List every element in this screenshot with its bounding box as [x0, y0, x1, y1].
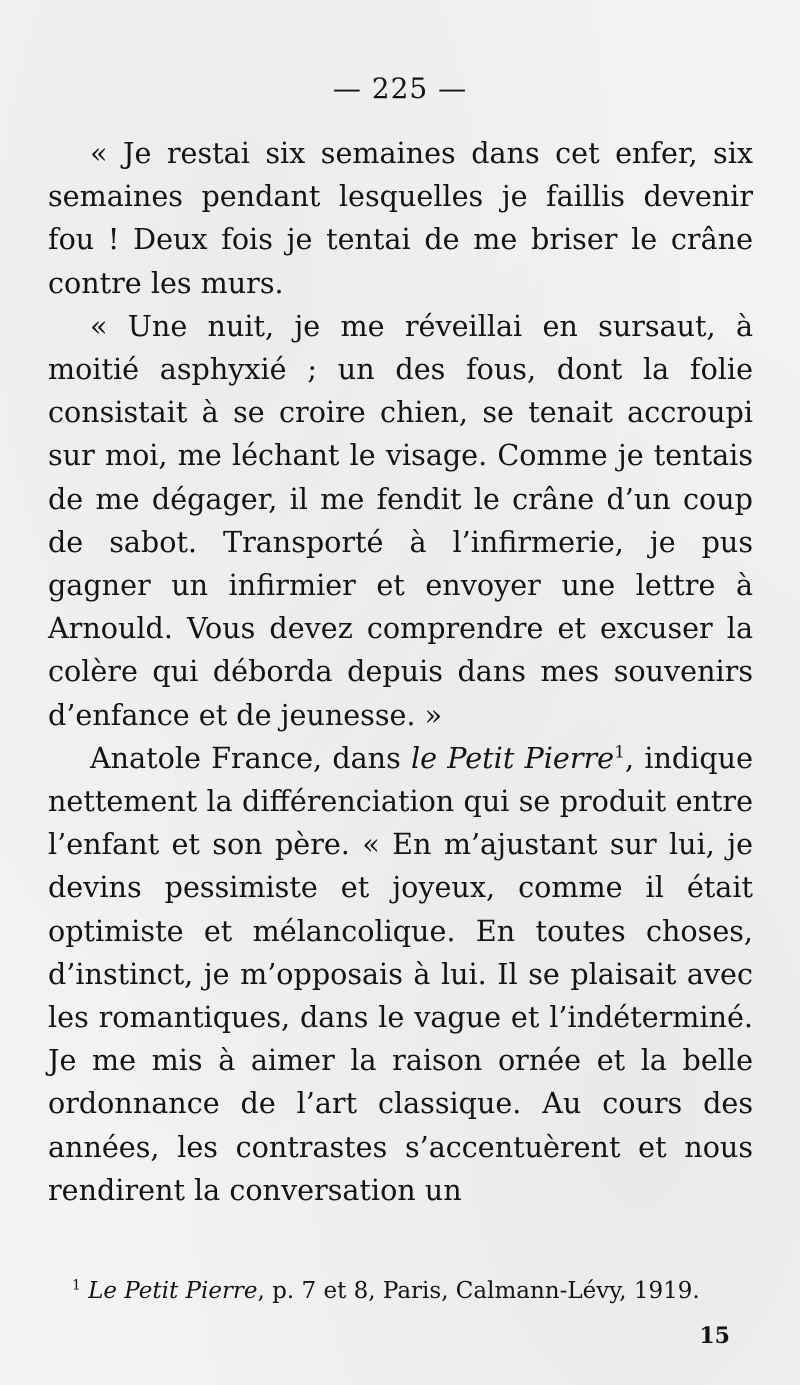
signature-mark: 15: [699, 1323, 730, 1349]
footnote-reference: 1: [614, 742, 626, 763]
footnote: [72, 1276, 754, 1306]
book-title: le Petit Pierre: [411, 740, 615, 775]
page-number: — 225 —: [332, 72, 468, 105]
footnote-title: Le Petit Pierre: [88, 1278, 258, 1304]
paragraph-1: « Je restai six semaines dans cet enfer, six semaines pendant lesquelles je faillis devenir fou ! Deux fois je tentai de me briser le crâne contre les murs.: [48, 136, 753, 300]
paragraph-2: « Une nuit, je me réveillai en sursaut, à moitié asphyxié ; un des fous, dont la folie consistait à se croire chien, se tenait accroupi sur moi, me léchant le visage. Comme je tentais de me dégager, il me fendit le crâne d’un coup de sabot. Transporté à l’infirmerie, je pus gagner un infirmier et envoyer une lettre à Arnould. Vous devez comprendre et excuser la colère qui déborda depuis dans mes souvenirs d’enfance et de jeunesse. »: [48, 308, 753, 732]
footnote-citation: , p. 7 et 8, Paris, Calmann-Lévy, 1919.: [257, 1278, 700, 1304]
paragraph-3-start: Anatole France, dans: [90, 740, 412, 775]
paragraph-3-rest: , indique nettement la différenciation qui se produit entre l’enfant et son père. « En m’ajustant sur lui, je devins pessimiste et joyeux, comme il était optimiste et mélancolique. En toutes choses, d’instinct, je m’opposais à lui. Il se plaisait avec les romantiques, dans le vague et l’indéterminé. Je me mis à aimer la raison ornée et la belle ordonnance de l’art classique. Au cours des années, les contrastes s’accentuèrent et nous rendirent la conversation un: [48, 740, 753, 1207]
footnote-marker: 1: [72, 1277, 81, 1294]
body-text: [48, 132, 753, 1212]
paragraph-3: [48, 737, 753, 1212]
